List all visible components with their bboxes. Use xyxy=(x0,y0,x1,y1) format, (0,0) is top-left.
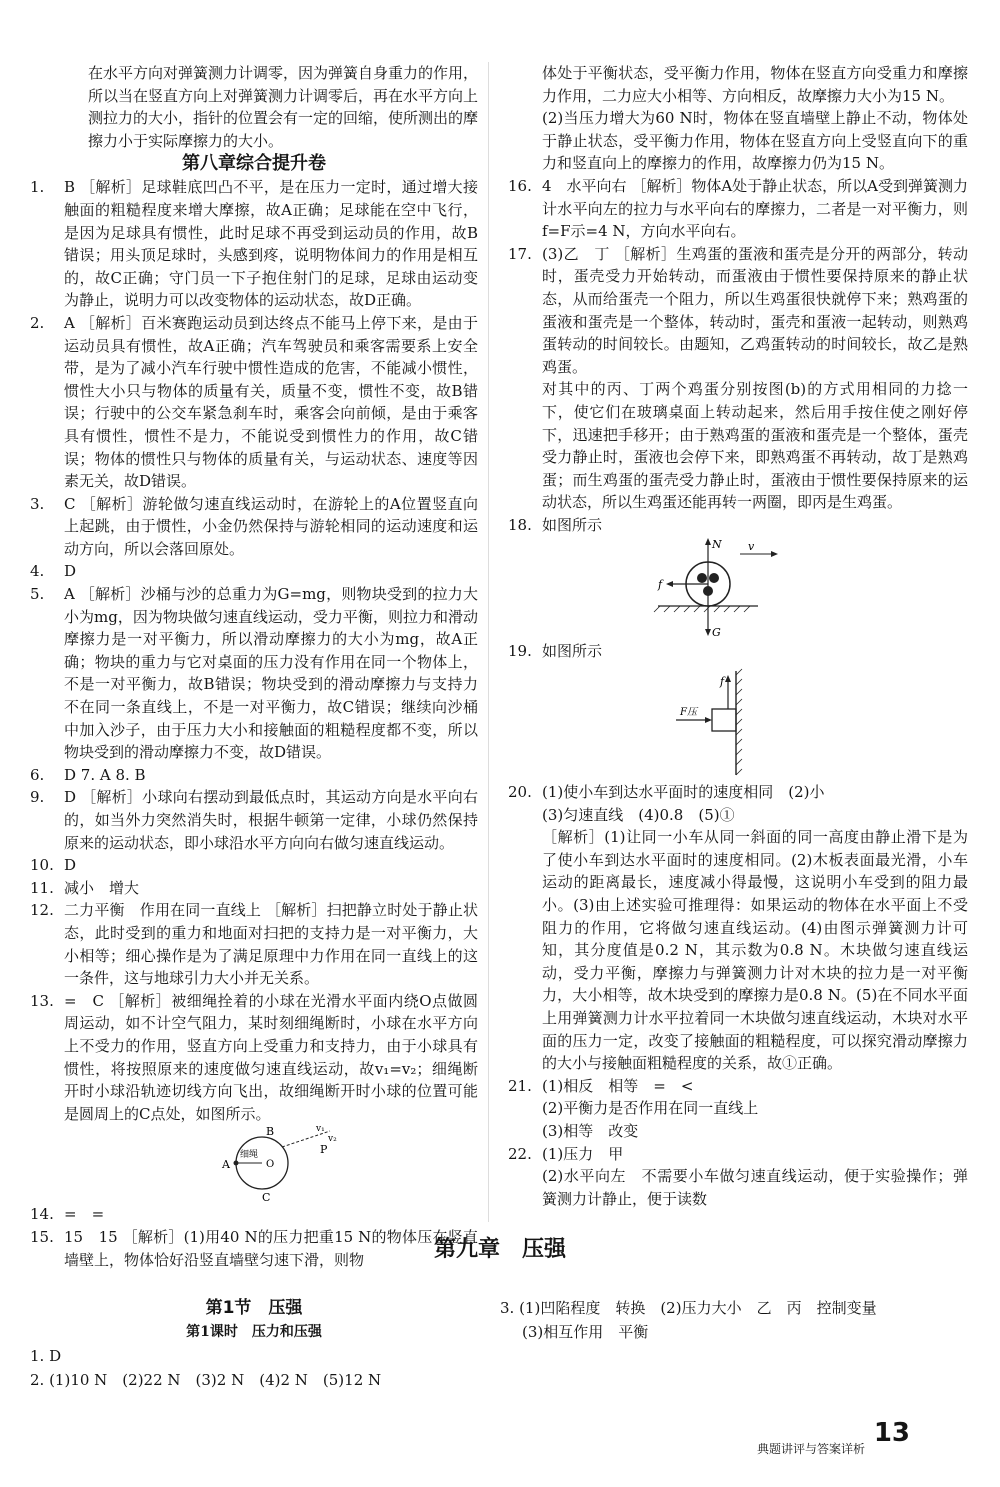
label-f: f xyxy=(720,675,725,689)
answer-item: 10. D xyxy=(30,856,77,875)
ball-dot xyxy=(697,573,707,583)
intro-paragraph: 在水平方向对弹簧测力计调零，因为弹簧自身重力的作用，所以当在竖直方向上对弹簧测力计调零后，再在水平方向上测拉力的大小，指针的位置会有一定的回缩，使所测出的摩擦力小于实际摩擦力的大小。 xyxy=(88,64,479,150)
chapter9-right xyxy=(500,1296,960,1344)
answer-item: 11. 减小 增大 xyxy=(30,878,140,897)
figure-18-ball-diagram xyxy=(508,536,968,640)
item15-continuation: 体处于平衡状态，受平衡力作用，物体在竖直方向受重力和摩擦力作用，二力应大小相等、方向相反，故摩擦力大小为15 N。 xyxy=(542,64,968,105)
answer-item: 6. D 7. A 8. B xyxy=(30,765,146,784)
chapter9-title: 第九章 压强 xyxy=(433,1237,566,1262)
chapter8-title: 第八章综合提升卷 xyxy=(182,153,326,175)
section-title: 第1节 压强 xyxy=(205,1298,303,1318)
page-number: 13 xyxy=(873,1418,910,1448)
label-o: O xyxy=(266,1159,275,1171)
answer-item: 2. A ［解析］百米赛跑运动员到达终点不能马上停下来，是由于运动员具有惯性，故A正确；汽车驾驶员和乘客需要系上安全带，是为了减小汽车行驶中惯性造成的危害，不能减小惯性，惯性大小只与物体的质量有关，质量不变，惯性不变，故B错误；行驶中的公交车紧急刹车时，乘客会向前倾，是由于乘客具有惯性，惯性不是力，不能说受到惯性力的作用，故C错误；物体的惯性只与物体的质量有关，与运动状态、速度等因素无关，故D错误。 xyxy=(30,313,478,491)
item15-part2: (2)当压力增大为60 N时，物体在竖直墙壁上静止不动，物体处于静止状态，受平衡力作用，物体在竖直方向上受竖直向下的重力和竖直向上的摩擦力的作用，故摩擦力仍为15 N。 xyxy=(542,109,968,173)
column-divider xyxy=(488,62,489,1222)
answer-item: 4. D xyxy=(30,562,77,581)
label-rope: 细绳 xyxy=(240,1150,259,1161)
answer-3-line2: (3)相互作用 平衡 xyxy=(522,1323,649,1341)
label-v: v xyxy=(748,540,755,554)
label-c: C xyxy=(262,1191,271,1204)
label-v1: v₁ xyxy=(316,1125,325,1135)
answer-item: 5. A ［解析］沙桶与沙的总重力为G=mg，则物块受到的拉力大小为mg，因为物块做匀速直线运动，受力平衡，则拉力和滑动摩擦力是一对平衡力，所以滑动摩擦力的大小为mg，故A正确；物块的重力与它对桌面的压力没有作用在同一个物体上，不是一对平衡力，故B错误；物块受到的滑动摩擦力与支持力不在同一条直线上，不是一对平衡力，故C错误；继续向沙桶中加入沙子，由于压力大小和接触面的粗糙程度都不变，所以物块受到的滑动摩擦力不变，故D错误。 xyxy=(30,585,478,762)
ball-dot xyxy=(709,573,719,583)
answer-item: 17. (3)乙 丁 ［解析］生鸡蛋的蛋液和蛋壳是分开的两部分，转动时，蛋壳受力开始转动，而蛋液由于惯性要保持原来的静止状态，从而给蛋壳一个阻力，所以生鸡蛋很快就停下来；熟鸡蛋的蛋液和蛋壳是一个整体，转动时，蛋壳和蛋液一起转动，则熟鸡蛋转动的时间较长。由题知，乙鸡蛋转动的时间较长，故乙是熟鸡蛋。 xyxy=(508,244,968,376)
footer-label: 典题讲评与答案详析 xyxy=(756,1442,865,1456)
figure-13-circle-diagram xyxy=(30,1125,478,1203)
answer-item: 15. 15 15 ［解析］(1)用40 N的压力把重15 N的物体压在竖直墙壁上，物体恰好沿竖直墙壁匀速下滑，则物 xyxy=(30,1227,478,1269)
right-column xyxy=(508,62,968,1210)
answer-item: 3. C ［解析］游轮做匀速直线运动时，在游轮上的A位置竖直向上起跳，由于惯性，小金仍然保持与游轮相同的运动速度和运动方向，所以会落回原处。 xyxy=(30,494,478,558)
left-column xyxy=(30,62,478,1271)
answer-item: 19. 如图所示 xyxy=(508,642,603,661)
figure-19-wall-diagram xyxy=(508,663,968,781)
answer-2: 2. (1)10 N (2)22 N (3)2 N (4)2 N (5)12 N xyxy=(30,1371,382,1389)
answer-item: 16. 4 水平向右 ［解析］物体A处于静止状态，所以A受到弹簧测力计水平向左的拉力与水平向右的摩擦力，二者是一对平衡力，则 f=F示=4 N，方向水平向右。 xyxy=(508,176,968,241)
label-fpress: F压 xyxy=(680,707,697,719)
answer-item: 22. (1)压力 甲 (2)水平向左 不需要小车做匀速直线运动，便于实验操作；弹簧测力计静止，便于读数 xyxy=(508,1144,968,1208)
answer-item: 14. = = xyxy=(30,1205,105,1224)
ground-hatch xyxy=(654,606,750,612)
label-v2: v₂ xyxy=(328,1134,337,1145)
answer-item: 18. 如图所示 xyxy=(508,515,603,534)
label-a: A xyxy=(222,1158,230,1172)
answer-item: 1. B ［解析］足球鞋底凹凸不平，是在压力一定时，通过增大接触面的粗糙程度来增大摩擦，故A正确；足球能在空中飞行，是因为足球具有惯性，此时足球不再受到运动员的作用，故B错误；用头顶足球时，头感到疼，说明物体间力的作用是相互的，故C正确；守门员一下子抱住射门的足球，足球由运动变为静止，说明力可以改变物体的运动状态，故D正确。 xyxy=(30,178,478,310)
answer-item: 9. D ［解析］小球向右摆动到最低点时，其运动方向是水平向右的，如当外力突然消失时，根据牛顿第一定律，小球仍然保持原来的运动状态，即小球沿水平方向向右做匀速直线运动。 xyxy=(30,788,478,852)
answer-item: 12. 二力平衡 作用在同一直线上 ［解析］扫把静立时处于静止状态，此时受到的重力和地面对扫把的支持力是一对平衡力，大小相等；细心操作是为了满足原理中力作用在同一直线上的这一条件，这与地球引力大小并无关系。 xyxy=(30,901,478,988)
label-n: N xyxy=(712,538,722,552)
answer-item: 对其中的丙、丁两个鸡蛋分别按图(b)的方式用相同的力捻一下，使它们在玻璃桌面上转动起来，然后用手按住使之刚好停下，迅速把手移开；由于熟鸡蛋的蛋液和蛋壳是一个整体，蛋壳受力静止时，蛋液也会停下来，即熟鸡蛋不再转动，故丁是熟鸡蛋；而生鸡蛋的蛋壳受力静止时，蛋液由于惯性要保持原来的运动状态，所以生鸡蛋还能再转一两圈，即丙是生鸡蛋。 xyxy=(542,380,968,512)
label-g: G xyxy=(712,626,721,640)
label-b: B xyxy=(266,1125,275,1139)
answer-item: 13. = C ［解析］被细绳拴着的小球在光滑水平面内绕O点做圆周运动，如不计空气阻力，某时刻细绳断时，小球在水平方向上不受力的作用，竖直方向上受重力和支持力，由于小球具有惯性，将按照原来的速度做匀速直线运动，故v₁=v₂；细绳断开时小球沿轨迹切线方向飞出，故细绳断开时小球的位置可能是圆周上的C点处，如图所示。 xyxy=(30,991,478,1123)
block xyxy=(712,709,736,731)
wall-hatch xyxy=(736,669,742,775)
answer-item: 21. (1)相反 相等 = < (2)平衡力是否作用在同一直线上 (3)相等 改变 xyxy=(508,1076,759,1140)
label-p: P xyxy=(320,1143,328,1157)
answer-item: 20. (1)使小车到达水平面时的速度相同 (2)小 (3)匀速直线 (4)0.8 (5)① ［解析］(1)让同一小车从同一斜面的同一高度由静止滑下是为了使小车到达水平面时的速度相同。(2)木板表面最光滑，小车运动的距离最长，速度减小得最慢，这说明小车受到的阻力最小。(3)由上述实验可推理得：如果运动的物体在水平面上不受阻力的作用，它将做匀速直线运动。(4)由图示弹簧测力计可知，其分度值是0.2 N，其示数为0.8 N。木块做匀速直线运动，受力平衡，摩擦力与弹簧测力计对木块的拉力是一对平衡力，大小相等，故木块受到的摩擦力是0.8 N。(5)在不同水平面上用弹簧测力计水平拉着同一木块做匀速直线运动，木块对水平面的压力一定，改变了接触面的粗糙程度，可以探究滑动摩擦力的大小与接触面粗糙程度的关系，故①正确。 xyxy=(508,783,968,1073)
ball-a xyxy=(234,1161,239,1166)
lesson-title: 第1课时 压力和压强 xyxy=(186,1324,322,1340)
label-f: f xyxy=(658,578,663,592)
answer-3-line1: 3. (1)凹陷程度 转换 (2)压力大小 乙 丙 控制变量 xyxy=(500,1299,877,1317)
answer-1: 1. D xyxy=(30,1347,62,1365)
chapter9-left xyxy=(30,1266,478,1392)
